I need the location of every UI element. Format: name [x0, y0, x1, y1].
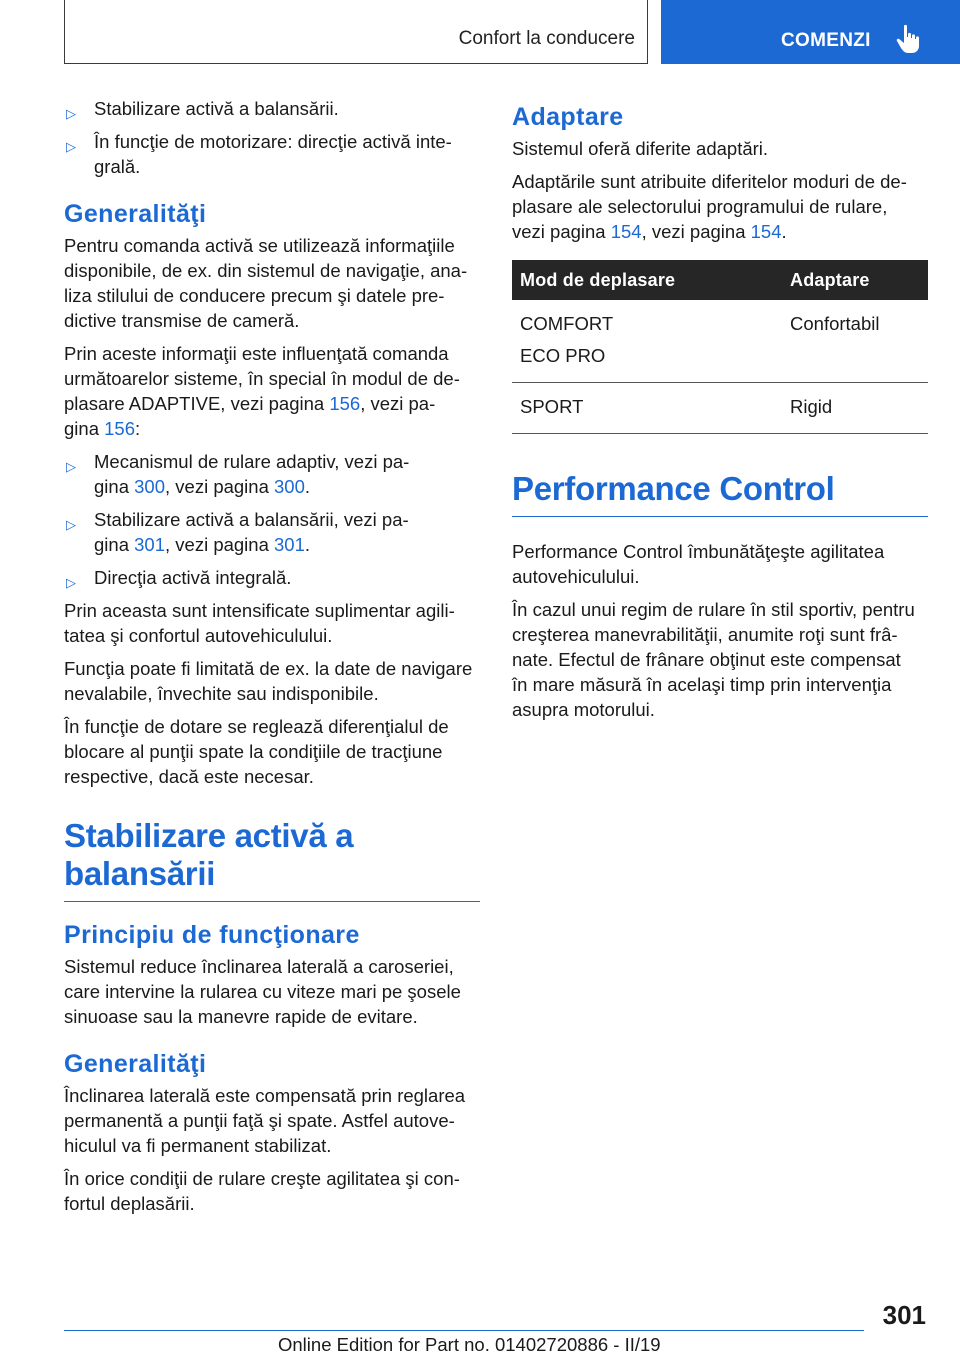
left-column [64, 96, 480, 1224]
table-cell: Rigid [782, 383, 928, 434]
table-header-row [512, 260, 928, 300]
paragraph: În funcţie de dotare se reglează diferenţialul de blocare al punţii spate la condiţiile de tracţiune respective, dacă este necesar. [64, 716, 449, 787]
table-header-cell: Mod de deplasare [512, 260, 782, 300]
list-item [64, 129, 480, 179]
right-column [512, 96, 928, 730]
table-row [512, 300, 928, 383]
page-link[interactable]: 301 [274, 534, 305, 555]
list-item [64, 449, 480, 499]
adaptation-table [512, 260, 928, 434]
page-link[interactable]: 156 [104, 418, 135, 439]
paragraph: Funcţia poate fi limitată de ex. la date de navigare nevalabile, învechite sau indisponibile. [64, 658, 473, 704]
list-item-text: Direcţia activă integrală. [94, 567, 292, 588]
list-item [64, 507, 480, 557]
page-link[interactable]: 300 [274, 476, 305, 497]
page-number: 301 [882, 1300, 926, 1330]
list-item-text: Stabilizare activă a balansării, vezi pa- gina 301, vezi pagina 301. [94, 509, 409, 555]
table-cell [512, 300, 782, 383]
page-link[interactable]: 154 [610, 221, 642, 242]
page-link[interactable]: 156 [329, 393, 361, 414]
paragraph: Performance Control îmbunătăţeşte agilitatea autovehiculului. [512, 541, 885, 587]
footer-divider [64, 1330, 864, 1331]
list-item-text: Mecanismul de rulare adaptiv, vezi pa- gina 300, vezi pagina 300. [94, 451, 410, 497]
paragraph: Prin aceasta sunt intensificate suplimentar agili- tatea şi confortul autovehiculului. [64, 600, 455, 646]
list-item [64, 565, 480, 590]
paragraph: Adaptările sunt atribuite diferitelor moduri de de- plasare ale selectorului programului de rulare, vezi pagina 154, vezi pagina 154. [512, 171, 907, 242]
header-tab-comenzi[interactable] [661, 0, 960, 64]
triangle-right-icon: ▷ [66, 575, 76, 590]
mode-value: COMFORT [520, 313, 614, 334]
paragraph: Pentru comanda activă se utilizează informaţiile disponibile, de ex. din sistemul de navigaţie, ana- liza stilului de conducere precum şi datele pre- dictive transmise de cameră. [64, 235, 468, 331]
paragraph: Prin aceste informaţii este influenţată comanda următoarelor sisteme, în special în modul de de- plasare ADAPTIVE, vezi pagina 156, vezi pa- gina 156: [64, 343, 460, 439]
page-link[interactable]: 154 [750, 221, 782, 242]
triangle-right-icon: ▷ [66, 517, 76, 532]
paragraph: În orice condiţii de rulare creşte agilitatea şi con- fortul deplasării. [64, 1168, 460, 1214]
header-section-box [64, 0, 648, 64]
list-item-text: În funcţie de motorizare: direcţie activă inte- grală. [94, 131, 452, 177]
chapter-heading-performance: Performance Control [512, 470, 928, 517]
triangle-right-icon: ▷ [66, 139, 76, 154]
triangle-right-icon: ▷ [66, 459, 76, 474]
table-cell: SPORT [512, 383, 782, 434]
page-link[interactable]: 301 [134, 534, 165, 555]
paragraph: Sistemul oferă diferite adaptări. [512, 138, 769, 159]
section-heading-generalitati: Generalităţi [64, 1050, 207, 1078]
footer-edition: Online Edition for Part no. 01402720886 - II/19 [278, 1334, 661, 1355]
list-item-text: Stabilizare activă a balansării. [94, 98, 339, 119]
table-header-cell: Adaptare [782, 260, 928, 300]
section-heading-principiu: Principiu de funcţionare [64, 921, 360, 949]
section-heading-adaptare: Adaptare [512, 103, 624, 131]
page-link[interactable]: 300 [134, 476, 165, 497]
pointing-hand-icon [895, 24, 921, 54]
header-section-title: Confort la conducere [458, 28, 635, 49]
triangle-right-icon: ▷ [66, 106, 76, 121]
table-cell: Confortabil [782, 300, 928, 383]
mode-value: ECO PRO [520, 345, 606, 366]
section-heading-generalitati: Generalităţi [64, 200, 207, 228]
table-row [512, 383, 928, 434]
chapter-heading-stabilizare: Stabilizare activă a balansării [64, 817, 480, 902]
paragraph: În cazul unui regim de rulare în stil sportiv, pentru creşterea manevrabilităţii, anumite roţi sunt frâ- nate. Efectul de frânare obţinut este compensat în mare măsură în acelaşi timp prin intervenţia asupra motorului. [512, 599, 915, 720]
header-tab-label: COMENZI [781, 30, 871, 51]
paragraph: Sistemul reduce înclinarea laterală a caroseriei, care intervine la rularea cu viteze mari pe şosele sinuoase sau la manevre rapide de evitare. [64, 956, 461, 1027]
paragraph: Înclinarea laterală este compensată prin reglarea permanentă a punţii faţă şi spate. Astfel autove- hiculul va fi permanent stabilizat. [64, 1085, 466, 1156]
list-item [64, 96, 480, 121]
